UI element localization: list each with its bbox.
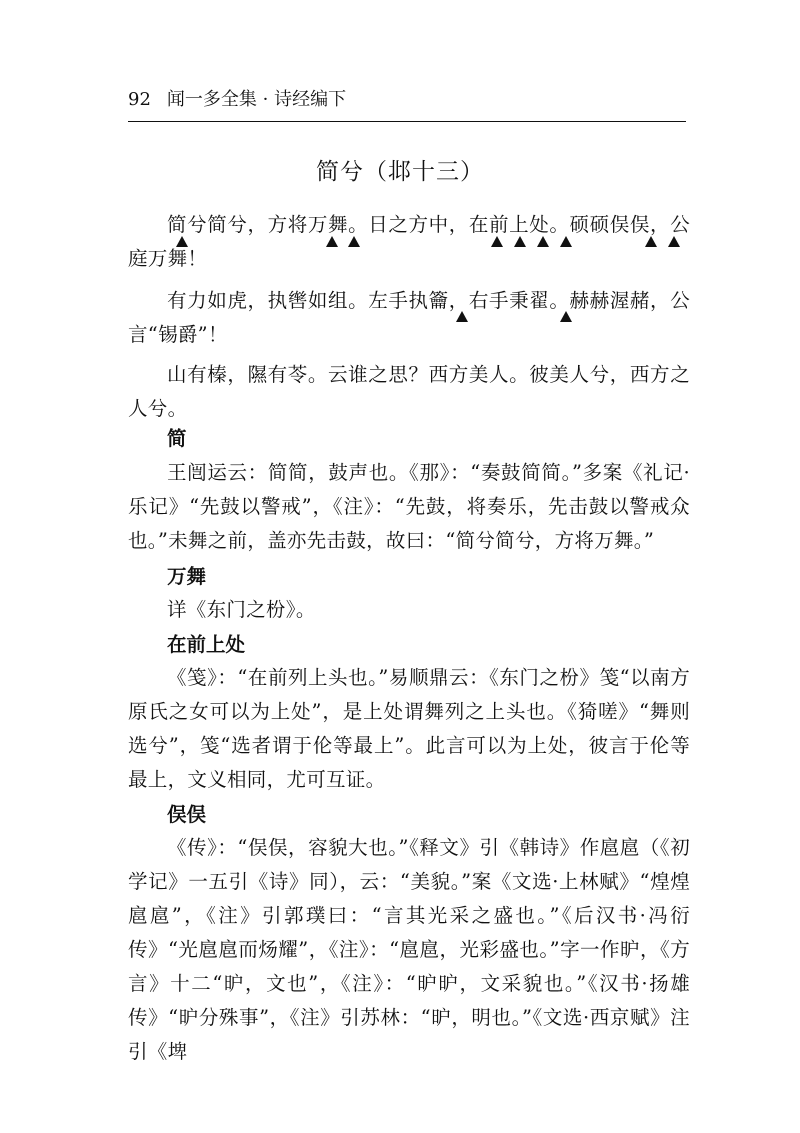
note-paragraph: 《笺》：“在前列上头也。”易顺鼎云：《东门之枌》笺“以南方原氏之女可以为上处”，是上处谓舞列之上头也。《猗嗟》“舞则选兮”，笺“选者谓于伦等最上”。此言可以为上处，彼言于伦等最上，文义相同，尤可互证。 [128,666,690,791]
poem-stanza-3 [128,358,690,426]
emphasis-mark [491,236,503,247]
emphasis-mark [537,236,549,247]
poem-title: 简兮（邶十三） [316,159,484,185]
note-text-zaiqianshangchu [128,661,690,797]
header-rule [128,121,686,122]
emphasis-mark [348,236,360,247]
note-text-yuyu [128,831,690,1069]
note-heading-zaiqianshangchu: 在前上处 [167,633,246,656]
note-text-wanwu [128,593,690,627]
note-heading-jian: 简 [167,427,187,450]
note-paragraph: 王闿运云：简简，鼓声也。《那》：“奏鼓简简。”多案《礼记·乐记》“先鼓以警戒”，《注》：“先鼓，将奏乐，先击鼓以警戒众也。”未舞之前，盖亦先击鼓，故曰：“简兮简兮，方将万舞。” [128,461,690,552]
emphasis-mark [645,236,657,247]
emphasis-mark [668,236,680,247]
note-heading-yuyu: 俣俣 [167,803,207,826]
running-header [128,88,670,118]
poem-stanza-2 [128,284,690,352]
emphasis-mark [514,236,526,247]
poem-stanza-1 [128,208,690,276]
note-text-jian [128,456,690,558]
stanza-text: 简兮简兮，方将万舞。日之方中，在前上处。硕硕俣俣，公庭万舞！ [128,213,690,270]
emphasis-mark [560,311,572,322]
emphasis-mark [326,236,338,247]
emphasis-mark [456,311,468,322]
stanza-text: 山有榛，隰有苓。云谁之思？西方美人。彼美人兮，西方之人兮。 [128,363,690,420]
note-paragraph: 《传》：“俣俣，容貌大也。”《释文》引《韩诗》作扈扈（《初学记》一五引《诗》同），云：“美貌。”案《文选·上林赋》“煌煌扈扈”，《注》引郭璞曰：“言其光采之盛也。”《后汉书·冯衍传》“光扈扈而炀耀”，《注》：“扈扈，光彩盛也。”字一作昈，《方言》十二“昈，文也”，《注》：“昈昈，文采貌也。”《汉书·扬雄传》“昈分殊事”，《注》引苏林：“昈，明也。”《文选·西京赋》注引《埤 [128,836,690,1063]
note-heading-wanwu: 万舞 [167,565,207,588]
note-paragraph: 详《东门之枌》。 [167,598,316,621]
page-number: 92 [128,89,151,110]
emphasis-mark [560,236,572,247]
emphasis-mark [176,236,188,247]
running-title: 闻一多全集 · 诗经编下 [166,89,347,110]
stanza-text: 有力如虎，执辔如组。左手执籥，右手秉翟。赫赫渥赭，公言“锡爵”！ [128,289,690,346]
